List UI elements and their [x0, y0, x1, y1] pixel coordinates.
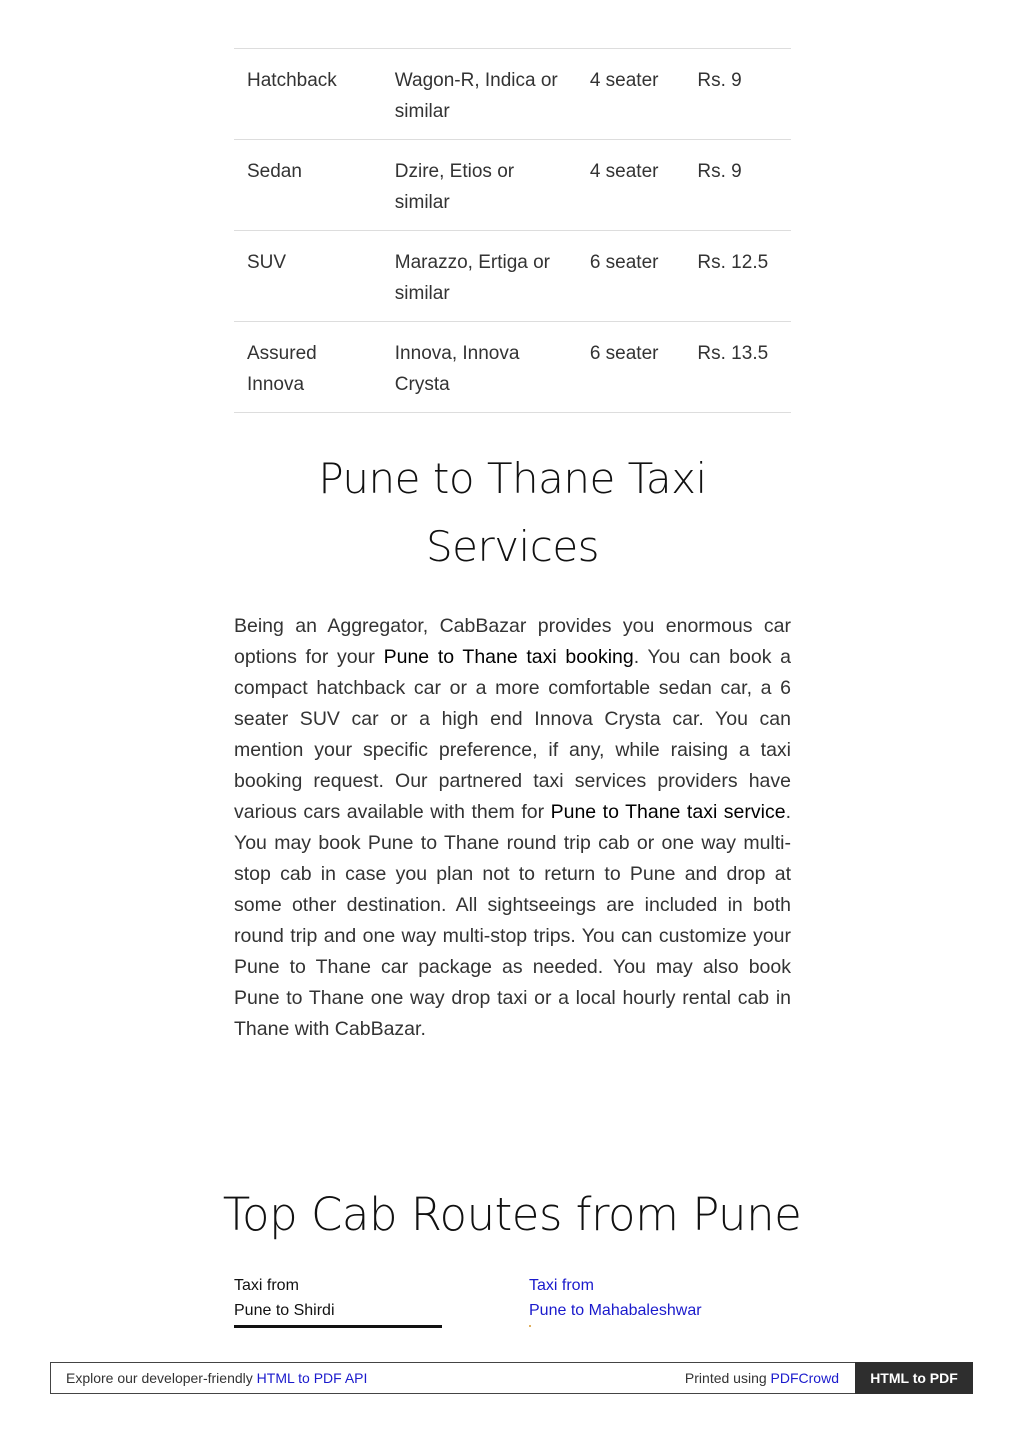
services-heading: Pune to Thane Taxi Services [318, 454, 707, 571]
table-row [234, 140, 791, 231]
car-fare-table [234, 48, 791, 413]
car-rate-cell: Rs. 9 [684, 140, 791, 231]
car-type-cell: Sedan [234, 140, 382, 231]
html-to-pdf-badge[interactable]: HTML to PDF [855, 1362, 973, 1394]
car-capacity-cell: 6 seater [577, 231, 685, 322]
car-models-cell: Innova, Innova Crysta [382, 322, 577, 413]
footer-right-text: Printed using [684, 1370, 771, 1386]
route-line-2: Pune to Mahabaleshwar [529, 1302, 702, 1319]
footer-right [685, 1363, 839, 1393]
pune-thane-service-link[interactable]: Pune to Thane taxi service [550, 801, 786, 823]
pune-thane-booking-link[interactable]: Pune to Thane taxi booking [383, 646, 634, 668]
car-rate-cell: Rs. 9 [684, 49, 791, 140]
services-text-part-3: . You may book Pune to Thane round trip cab or one way multi-stop cab in case you plan not to return to Pune and drop at some other destination. All sightseeings are included in both round trip and one way multi-stop trips. You can customize your Pune to Thane car package as needed. You may also book Pune to Thane one way drop taxi or a local hourly rental cab in Thane with CabBazar. [234, 801, 791, 1040]
table-row [234, 231, 791, 322]
route-indicator-dot [529, 1325, 531, 1327]
car-capacity-cell: 4 seater [577, 49, 685, 140]
route-line-1: Taxi from [234, 1277, 299, 1294]
table-row [234, 49, 791, 140]
active-route-underline [234, 1325, 442, 1328]
table-row [234, 322, 791, 413]
route-link-pune-shirdi[interactable] [234, 1273, 335, 1323]
route-link-pune-mahabaleshwar[interactable] [529, 1273, 702, 1323]
services-text-part-1: Being an Aggregator, CabBazar provides you enormous car options for your [234, 615, 791, 668]
pdfcrowd-link[interactable]: PDFCrowd [770, 1370, 839, 1386]
main-content [234, 48, 791, 1065]
pdfcrowd-footer [50, 1362, 972, 1394]
car-capacity-cell: 6 seater [577, 322, 685, 413]
route-line-1: Taxi from [529, 1277, 594, 1294]
car-rate-cell: Rs. 13.5 [684, 322, 791, 413]
car-models-cell: Dzire, Etios or similar [382, 140, 577, 231]
footer-left-text: Explore our developer-friendly [66, 1370, 257, 1386]
route-line-2: Pune to Shirdi [234, 1302, 335, 1319]
car-models-cell: Wagon-R, Indica or similar [382, 49, 577, 140]
services-text-part-2: . You can book a compact hatchback car or a more comfortable sedan car, a 6 seater SUV car or a high end Innova Crysta car. You can mention your specific preference, if any, while raising a taxi booking request. Our partnered taxi services providers have various cars available with them for [234, 646, 791, 823]
car-type-cell: SUV [234, 231, 382, 322]
car-rate-cell: Rs. 12.5 [684, 231, 791, 322]
services-paragraph [234, 611, 791, 1045]
car-type-cell: Assured Innova [234, 322, 382, 413]
footer-left [66, 1363, 367, 1393]
html-to-pdf-api-link[interactable]: HTML to PDF API [256, 1370, 368, 1386]
car-capacity-cell: 4 seater [577, 140, 685, 231]
car-type-cell: Hatchback [234, 49, 382, 140]
car-models-cell: Marazzo, Ertiga or similar [382, 231, 577, 322]
routes-heading: Top Cab Routes from Pune [222, 1188, 802, 1241]
